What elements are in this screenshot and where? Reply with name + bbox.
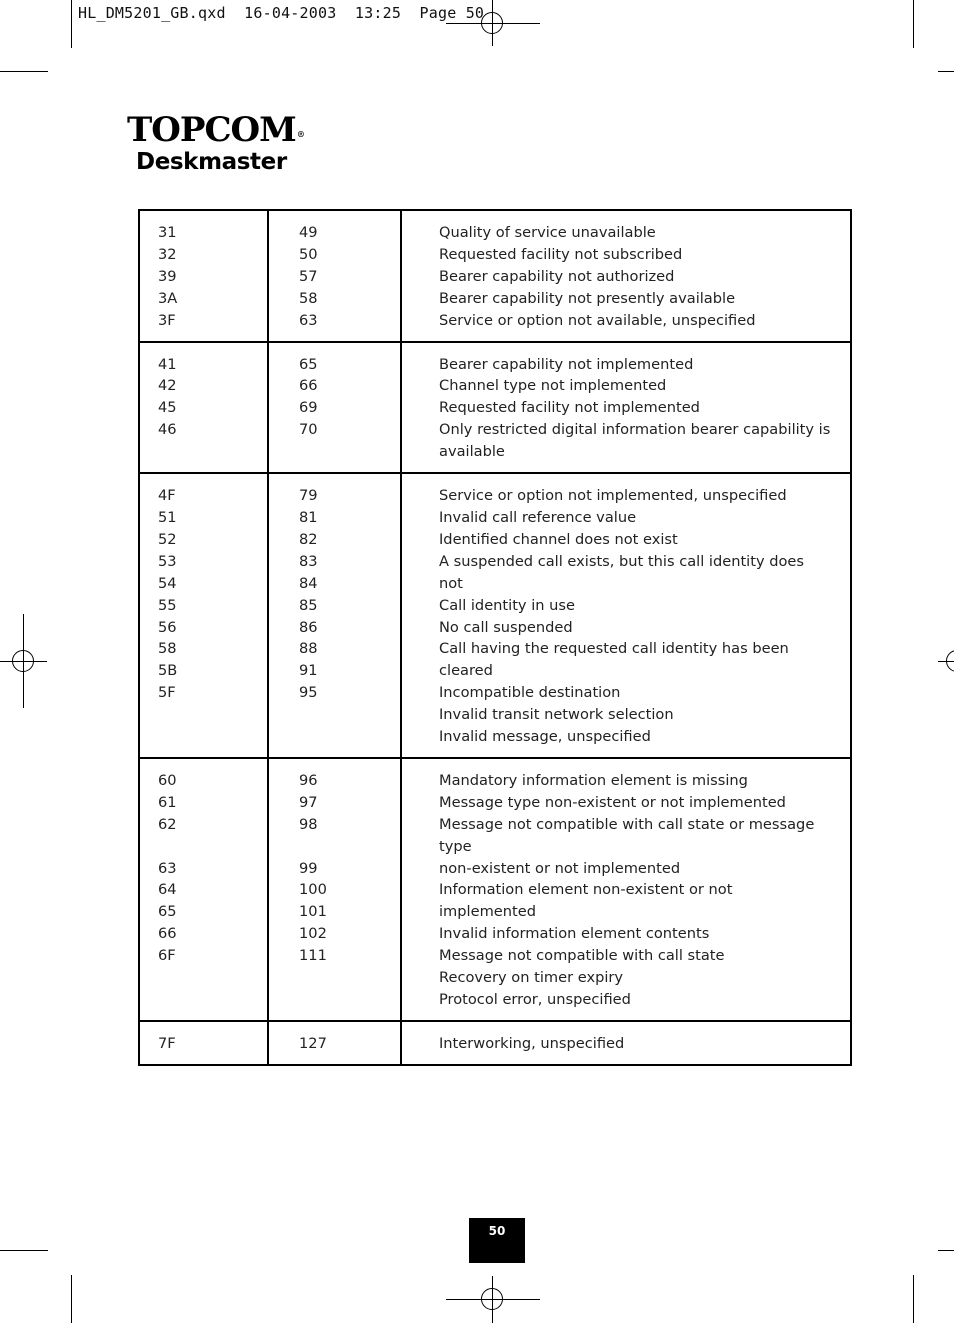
description-line: Interworking, unspecified (439, 1034, 625, 1052)
description-line: Quality of service unavailable (439, 224, 656, 241)
crop-mark (938, 71, 954, 72)
hex-code-cell (139, 473, 268, 758)
hex-code-cell (139, 342, 268, 474)
print-slug: HL_DM5201_GB.qxd 16-04-2003 13:25 Page 50 (78, 4, 485, 22)
decimal-code: 111 (299, 947, 327, 965)
hex-code: 7F (158, 1034, 176, 1052)
hex-code: 55 (158, 596, 177, 614)
hex-code: 5B (158, 662, 178, 680)
decimal-code-cell (268, 1021, 401, 1065)
registration-mark-circle (946, 650, 954, 672)
description-line: Invalid call reference value (439, 508, 637, 526)
crop-mark (0, 71, 48, 72)
description-line: Invalid information element contents (439, 925, 710, 943)
decimal-code: 84 (299, 574, 318, 592)
description-line: Message type non-existent or not implemented (439, 793, 786, 811)
crop-mark (71, 1275, 72, 1323)
decimal-code-cell (268, 473, 401, 758)
hex-code: 52 (158, 530, 177, 548)
crop-mark (0, 1250, 48, 1251)
description-line: Bearer capability not implemented (439, 355, 694, 373)
description-line: Protocol error, unspecified (439, 991, 631, 1008)
decimal-code: 50 (299, 245, 318, 263)
registration-mark-circle (481, 1288, 503, 1310)
decimal-code: 102 (299, 925, 327, 943)
description-line: Only restricted digital information bearer capability is (439, 421, 831, 439)
decimal-code: 82 (299, 530, 318, 548)
description-line: Incompatible destination (439, 684, 621, 702)
description-cell (401, 342, 851, 474)
hex-code: 41 (158, 355, 177, 373)
hex-code: 63 (158, 859, 177, 877)
decimal-code: 127 (299, 1034, 327, 1052)
description-line: No call suspended (439, 618, 573, 636)
page-number-badge: 50 (469, 1218, 525, 1263)
topcom-logo: TOPCOM® (127, 110, 304, 150)
hex-code-cell (139, 1021, 268, 1065)
hex-code-cell (139, 210, 268, 342)
decimal-code-cell (268, 342, 401, 474)
hex-code: 58 (158, 640, 177, 658)
decimal-code: 65 (299, 355, 318, 373)
hex-code: 45 (158, 399, 177, 417)
decimal-code: 66 (299, 377, 318, 395)
decimal-code: 95 (299, 684, 318, 702)
table-row (139, 1021, 851, 1065)
decimal-code (299, 836, 400, 858)
hex-code: 51 (158, 508, 177, 526)
hex-code: 31 (158, 224, 177, 241)
hex-code: 62 (158, 815, 177, 833)
description-cell (401, 473, 851, 758)
hex-code: 5F (158, 684, 176, 702)
decimal-code-cell (268, 210, 401, 342)
description-line: available (439, 443, 505, 461)
description-line: Requested facility not implemented (439, 399, 700, 417)
table-row (139, 758, 851, 1021)
decimal-code: 69 (299, 399, 318, 417)
decimal-code: 91 (299, 662, 318, 680)
description-line: Bearer capability not presently available (439, 289, 736, 307)
table-row (139, 210, 851, 342)
description-line: Message not compatible with call state (439, 947, 725, 965)
description-line: Call having the requested call identity has been cleared (439, 640, 789, 680)
table-row (139, 342, 851, 474)
description-line: non-existent or not implemented (439, 859, 681, 877)
description-line: Invalid transit network selection (439, 706, 674, 724)
description-line: Message not compatible with call state or message type (439, 815, 815, 855)
decimal-code: 100 (299, 881, 327, 899)
description-line: A suspended call exists, but this call identity does not (439, 552, 805, 592)
hex-code: 56 (158, 618, 177, 636)
description-line: Information element non-existent or not implemented (439, 881, 733, 921)
decimal-code: 88 (299, 640, 318, 658)
decimal-code: 86 (299, 618, 318, 636)
description-cell (401, 758, 851, 1021)
decimal-code: 85 (299, 596, 318, 614)
decimal-code: 101 (299, 903, 327, 921)
hex-code-cell (139, 758, 268, 1021)
hex-code: 53 (158, 552, 177, 570)
hex-code: 66 (158, 925, 177, 943)
decimal-code: 57 (299, 267, 318, 285)
decimal-code: 49 (299, 224, 318, 241)
cause-code-table (138, 209, 852, 1066)
hex-code: 6F (158, 947, 176, 965)
description-line: Requested facility not subscribed (439, 245, 683, 263)
hex-code: 42 (158, 377, 177, 395)
hex-code: 61 (158, 793, 177, 811)
brand-block (127, 112, 304, 175)
decimal-code: 97 (299, 793, 318, 811)
hex-code: 32 (158, 245, 177, 263)
decimal-code-cell (268, 758, 401, 1021)
decimal-code: 96 (299, 771, 318, 789)
decimal-code: 79 (299, 487, 318, 505)
hex-code: 46 (158, 421, 177, 439)
hex-code (158, 836, 267, 858)
description-line: Service or option not available, unspecified (439, 311, 756, 329)
table-row (139, 473, 851, 758)
decimal-code: 58 (299, 289, 318, 307)
decimal-code: 70 (299, 421, 318, 439)
hex-code: 64 (158, 881, 177, 899)
description-line: Recovery on timer expiry (439, 969, 624, 987)
hex-code: 54 (158, 574, 177, 592)
registration-mark-circle (12, 650, 34, 672)
description-cell (401, 210, 851, 342)
description-line: Identified channel does not exist (439, 530, 678, 548)
description-line: Bearer capability not authorized (439, 267, 675, 285)
registration-mark-circle (481, 12, 503, 34)
decimal-code: 81 (299, 508, 318, 526)
crop-mark (71, 0, 72, 48)
decimal-code: 83 (299, 552, 318, 570)
crop-mark (938, 1250, 954, 1251)
hex-code: 4F (158, 487, 176, 505)
product-title: Deskmaster (136, 149, 287, 175)
description-line: Mandatory information element is missing (439, 771, 748, 789)
hex-code: 3F (158, 311, 176, 329)
crop-mark (913, 0, 914, 48)
description-line: Call identity in use (439, 596, 575, 614)
description-cell (401, 1021, 851, 1065)
decimal-code: 98 (299, 815, 318, 833)
hex-code: 60 (158, 771, 177, 789)
description-line: Service or option not implemented, unspecified (439, 487, 787, 505)
hex-code: 39 (158, 267, 177, 285)
description-line: Channel type not implemented (439, 377, 667, 395)
hex-code: 3A (158, 289, 178, 307)
decimal-code: 99 (299, 859, 318, 877)
decimal-code: 63 (299, 311, 318, 329)
description-line: Invalid message, unspecified (439, 728, 651, 746)
hex-code: 65 (158, 903, 177, 921)
crop-mark (913, 1275, 914, 1323)
